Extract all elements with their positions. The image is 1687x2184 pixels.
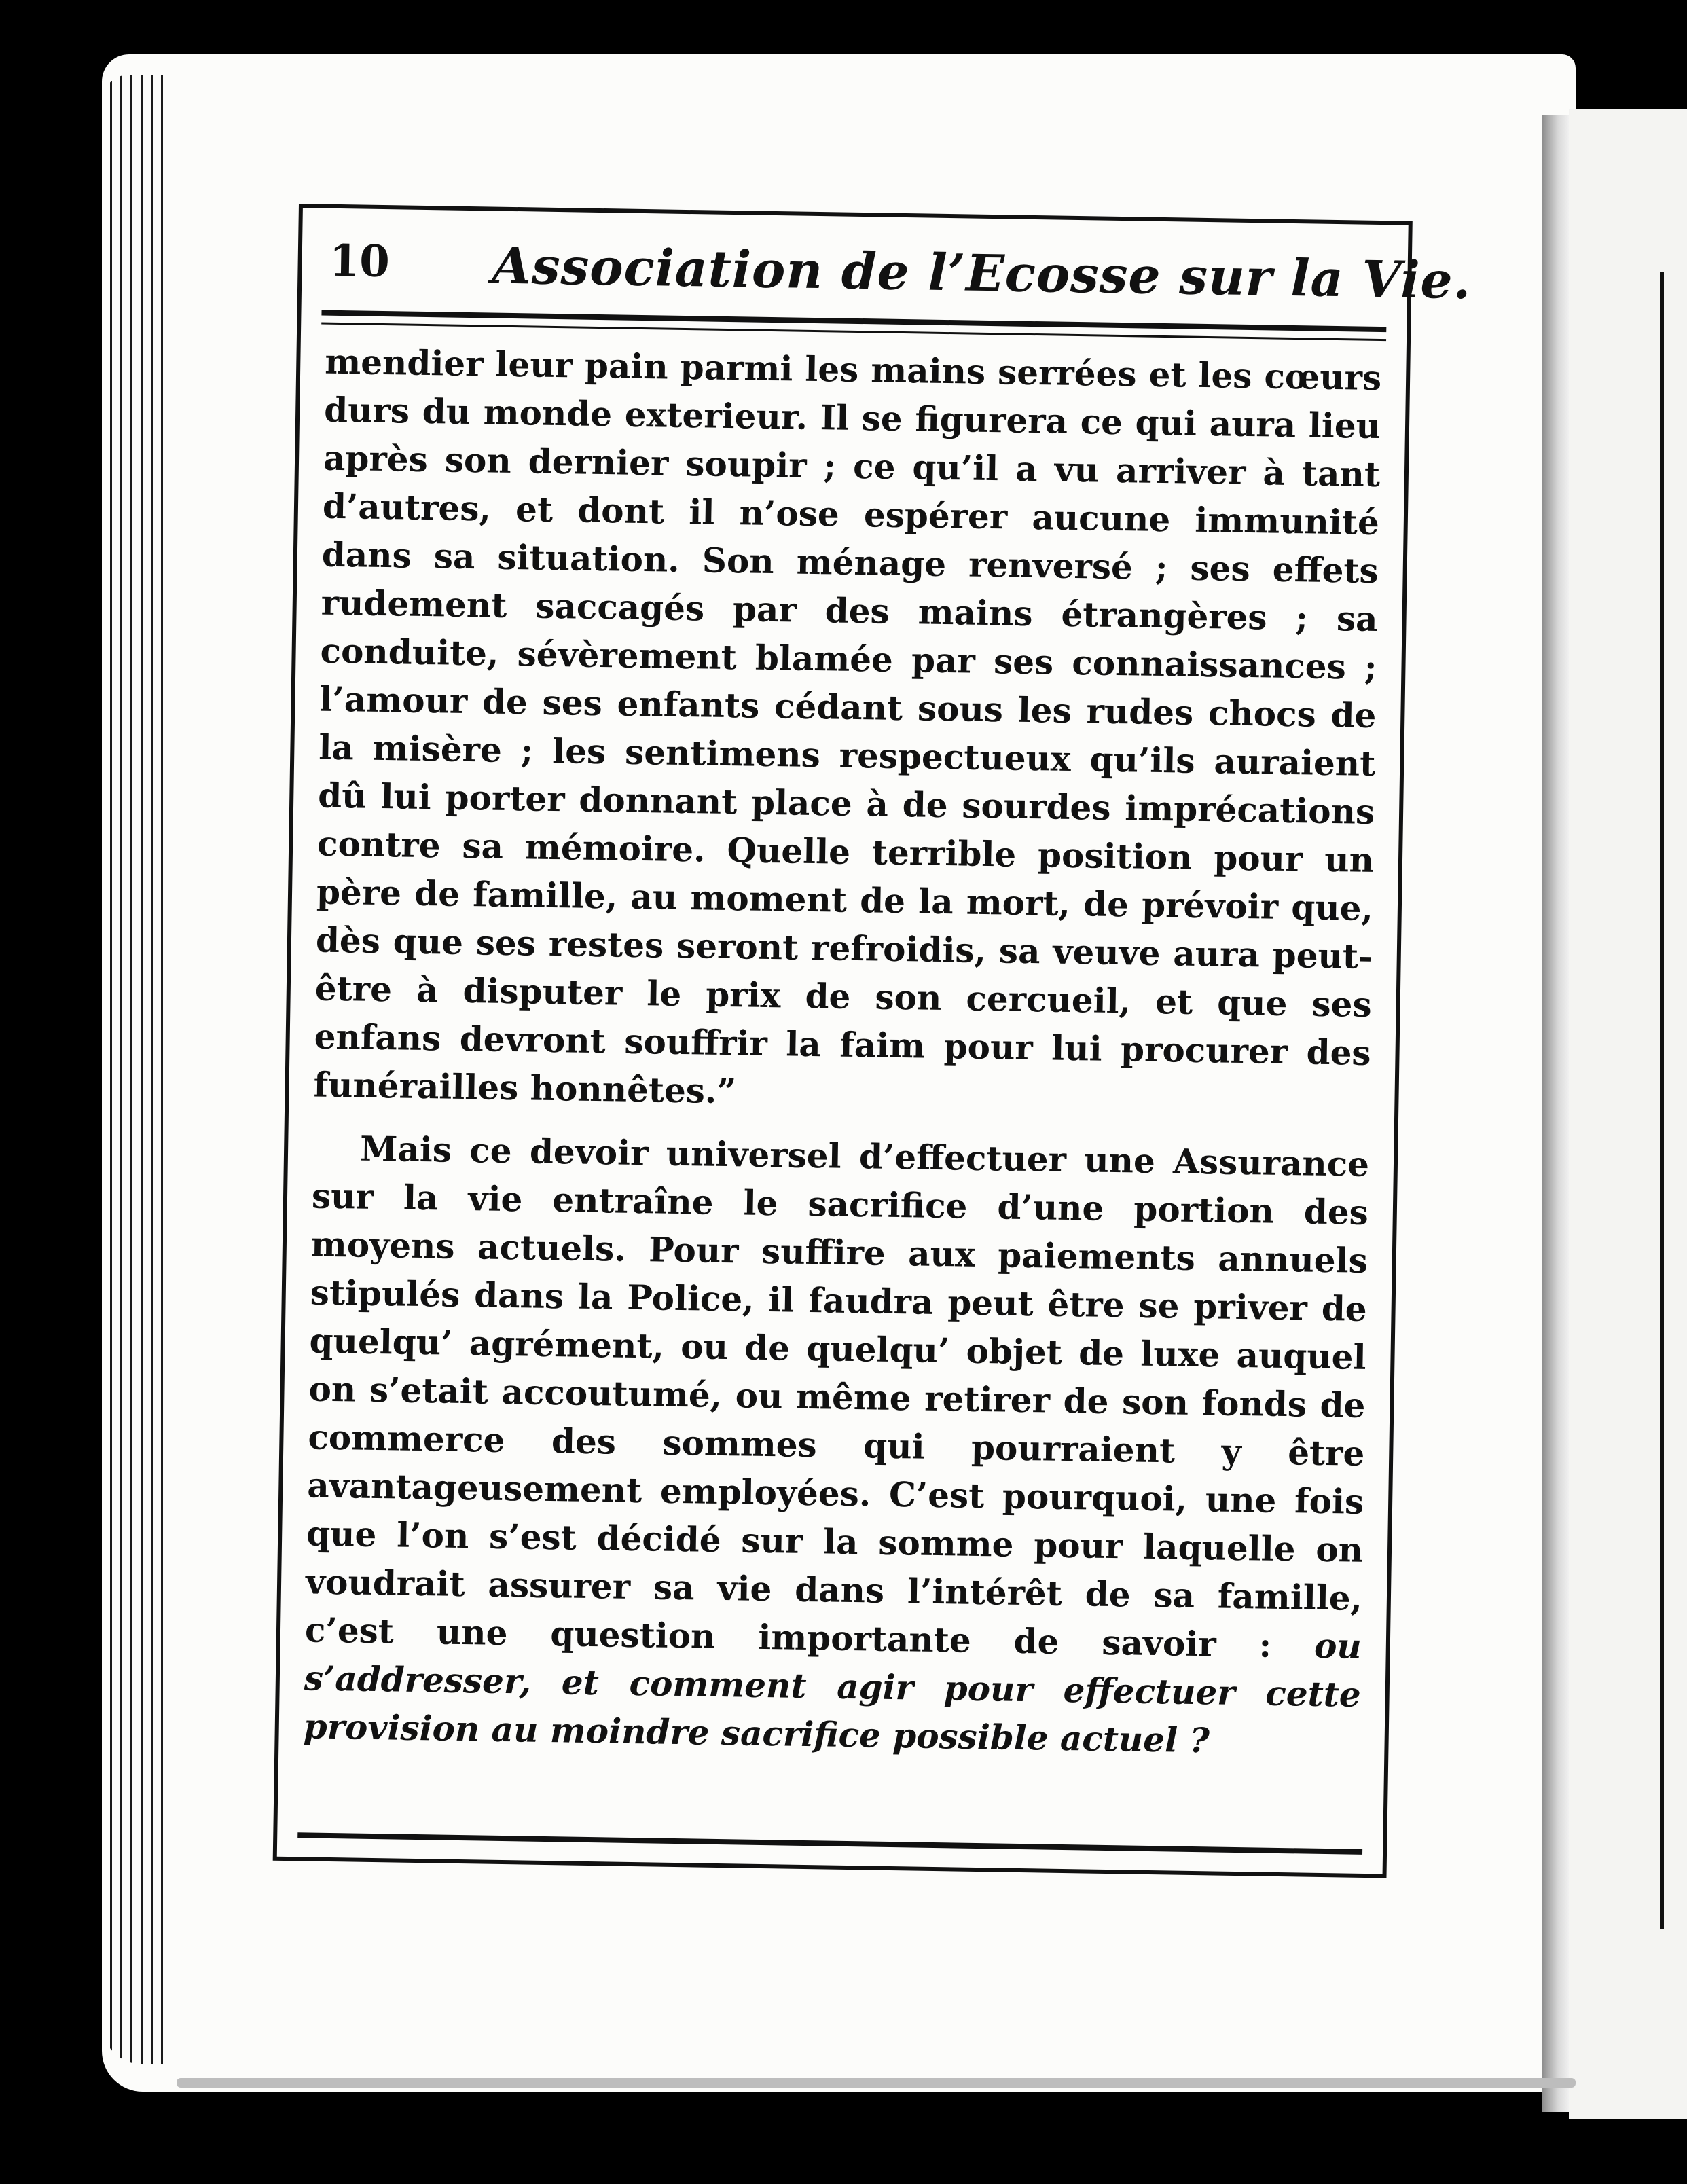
running-title: Association de l’Ecosse sur la Vie. [491,236,1472,311]
body-text [303,338,1381,1767]
paragraph-2-italic: ou s’addresser, et comment agir pour effectuer cette provision au moindre sacrifice possible actuel ? [303,1625,1362,1761]
header-rule [321,310,1386,333]
book-gutter [1542,115,1569,2112]
page-bottom-edge [177,2078,1576,2088]
bottom-rule [297,1832,1362,1855]
page-number: 10 [329,235,391,288]
page-edges [102,75,163,2064]
page-header [329,222,1472,313]
paragraph-2 [303,1123,1369,1766]
facing-page-border [1660,272,1664,1929]
paragraph-2-roman: Mais ce devoir universel d’effectuer une Assurance sur la vie entraîne le sacrifice d’une portion des moyens actuels. Pour suffire aux paiements annuels stipulés dans la Police, il faudra peut être se priver de quelqu’ agrément, ou de quelqu’ objet de luxe auquel on s’etait accoutumé, ou même retirer de son fonds de commerce des sommes qui pourraient y être avantageusement employées. C’est pourquoi, une fois que l’on s’est décidé sur la somme pour laquelle on voudrait assurer sa vie dans l’intérêt de sa famille, c’est une question importante de savoir : [304,1128,1370,1665]
text-frame [273,204,1472,1878]
facing-page [1569,109,1687,2119]
paragraph-1: mendier leur pain parmi les mains serrées et les cœurs durs du monde exterieur. Il se figurera ce qui aura lieu après son dernier soupir ; ce qu’il a vu arriver à tant d’autres, et dont il n’ose espérer aucune immunité dans sa situation. Son ménage renversé ; ses effets rudement saccagés par des mains étrangères ; sa conduite, sévèrement blamée par ses connaissances ; l’amour de ses enfants cédant sous les rudes chocs de la misère ; les sentimens respectueux qu’ils auraient dû lui porter donnant place à de sourdes imprécations contre sa mémoire. Quelle terrible position pour un père de famille, au moment de la mort, de prévoir que, dès que ses restes seront refroidis, sa veuve aura peut-être à disputer le prix de son cercueil, et que ses enfans devront souffrir la faim pour lui procurer des funérailles honnêtes.” [313,341,1382,1112]
